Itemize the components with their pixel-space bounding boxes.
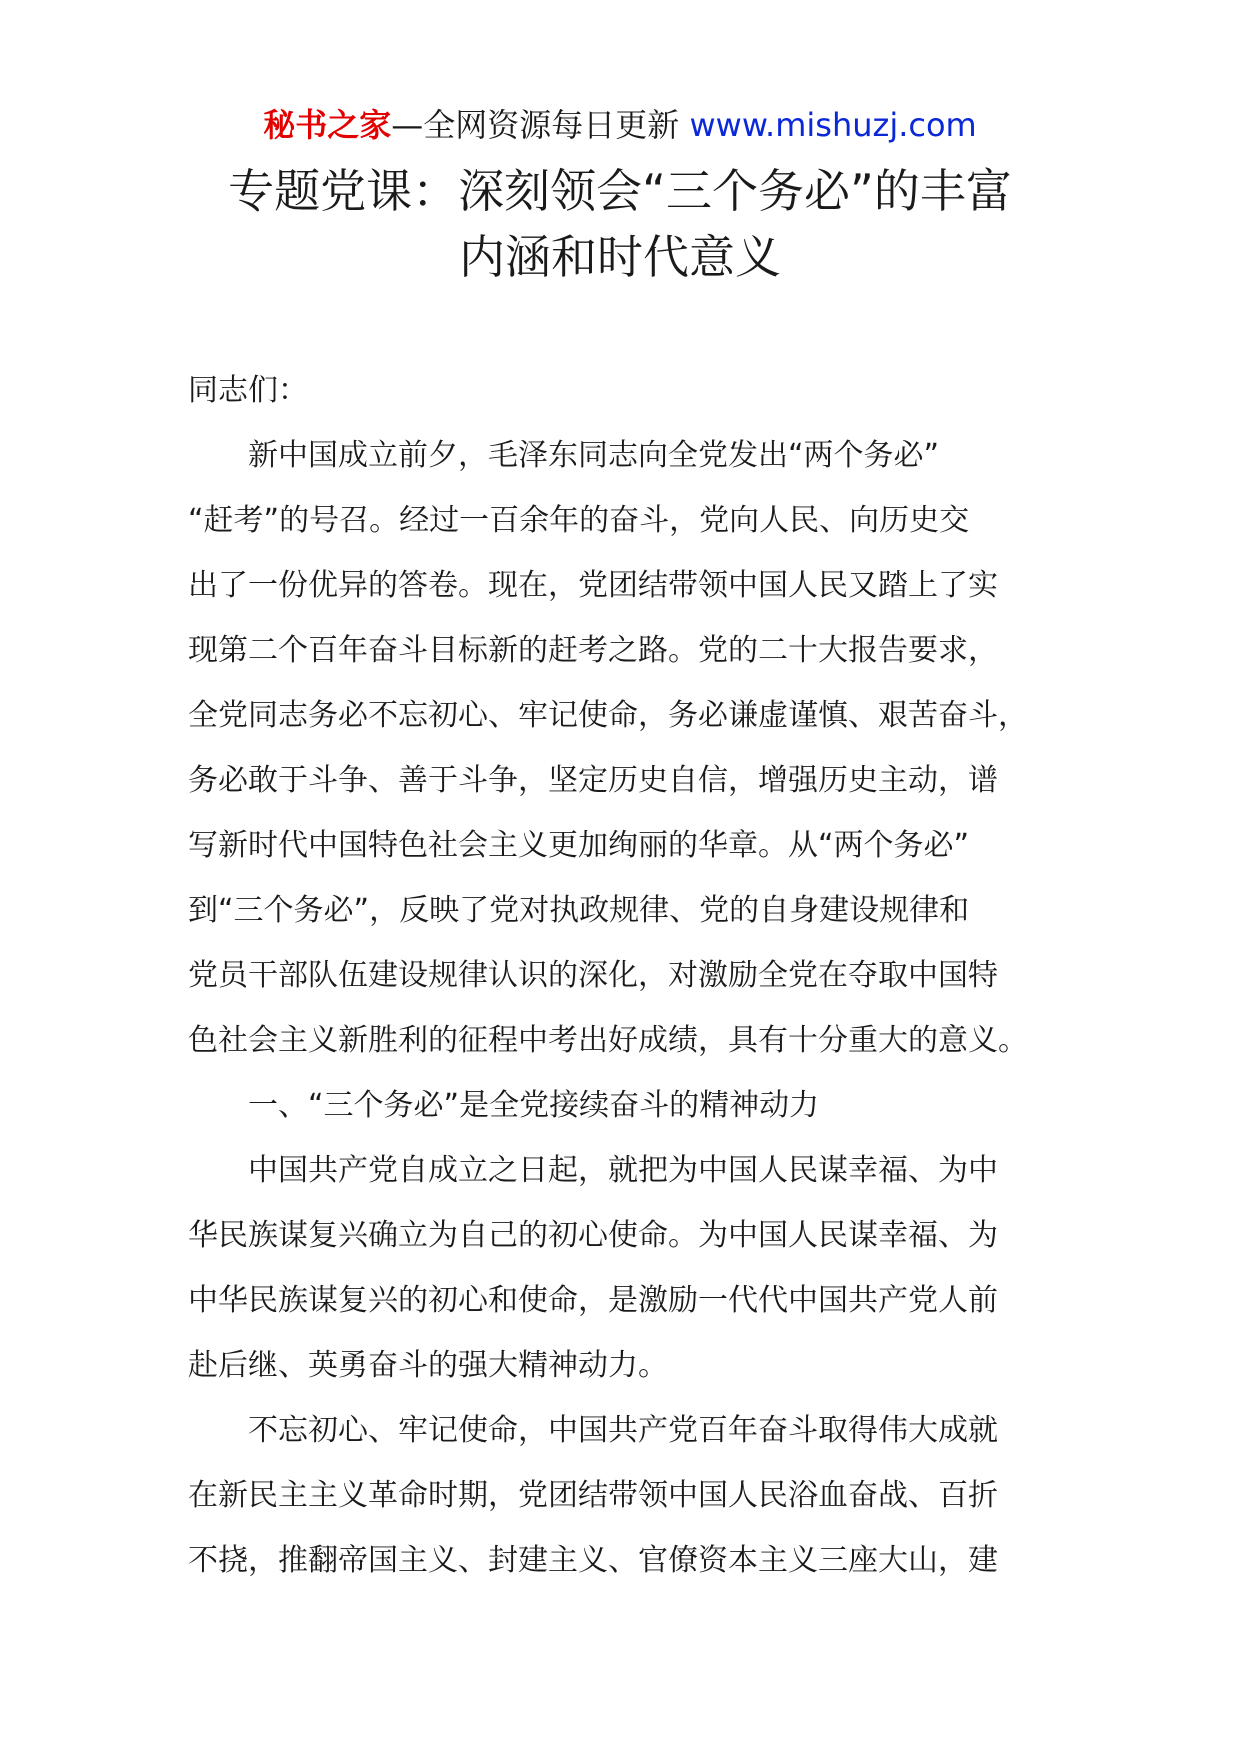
paragraph-line: 出了一份优异的答卷。现在，党团结带领中国人民又踏上了实 (188, 568, 998, 603)
salutation (188, 358, 1088, 423)
paragraph-line: 务必敢于斗争、善于斗争，坚定历史自信，增强历史主动，谱 (188, 763, 998, 798)
paragraph-line: 不忘初心、牢记使命，中国共产党百年奋斗取得伟大成就 (248, 1413, 998, 1448)
paragraph-line: 到“三个务必”，反映了党对执政规律、党的自身建设规律和 (188, 893, 970, 928)
section-heading-1 (188, 1073, 1088, 1138)
paragraph-line: 色社会主义新胜利的征程中考出好成绩，具有十分重大的意义。 (188, 1023, 1028, 1058)
document-body (188, 358, 1088, 1593)
paragraph-line: 写新时代中国特色社会主义更加绚丽的华章。从“两个务必” (188, 828, 970, 863)
title-line-1: 专题党课：深刻领会“三个务必”的丰富 (228, 164, 1012, 218)
document-title (120, 158, 1120, 290)
brand-name: 秘书之家 (263, 106, 392, 144)
section-heading-text: 一、“三个务必”是全党接续奋斗的精神动力 (248, 1088, 820, 1123)
paragraph-line: 赴后继、英勇奋斗的强大精神动力。 (188, 1348, 668, 1383)
paragraph-line: 中国共产党自成立之日起，就把为中国人民谋幸福、为中 (248, 1153, 998, 1188)
site-url[interactable]: www.mishuzj.com (689, 106, 977, 144)
paragraph-intro (188, 423, 1088, 1073)
site-header (0, 100, 1240, 150)
title-line-2: 内涵和时代意义 (459, 230, 781, 284)
paragraph-line: 不挠，推翻帝国主义、封建主义、官僚资本主义三座大山，建 (188, 1543, 998, 1578)
paragraph-line: 党员干部队伍建设规律认识的深化，对激励全党在夺取中国特 (188, 958, 998, 993)
paragraph-line: 在新民主主义革命时期，党团结带领中国人民浴血奋战、百折 (188, 1478, 998, 1513)
paragraph-line: “赶考”的号召。经过一百余年的奋斗，党向人民、向历史交 (188, 503, 970, 538)
header-slogan: —全网资源每日更新 (391, 106, 690, 144)
paragraph-line: 中华民族谋复兴的初心和使命，是激励一代代中国共产党人前 (188, 1283, 998, 1318)
paragraph-achievements (188, 1398, 1088, 1593)
paragraph-line: 华民族谋复兴确立为自己的初心使命。为中国人民谋幸福、为 (188, 1218, 998, 1253)
paragraph-line: 新中国成立前夕，毛泽东同志向全党发出“两个务必” (248, 438, 940, 473)
paragraph-line: 现第二个百年奋斗目标新的赶考之路。党的二十大报告要求， (188, 633, 998, 668)
paragraph-mission (188, 1138, 1088, 1398)
paragraph-line: 全党同志务必不忘初心、牢记使命，务必谦虚谨慎、艰苦奋斗， (188, 698, 1028, 733)
salutation-text: 同志们： (188, 373, 308, 408)
